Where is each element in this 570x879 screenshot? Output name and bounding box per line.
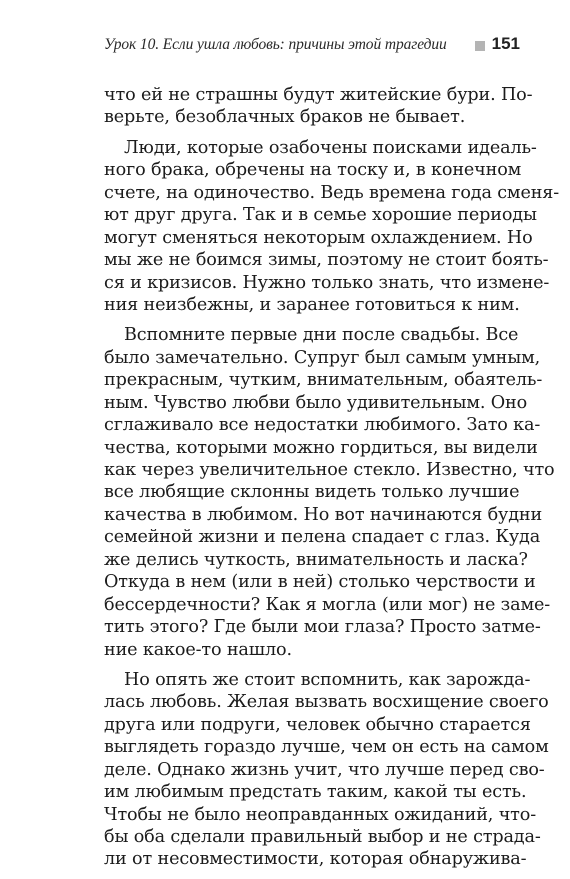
text-line: мы же не боимся зимы, поэтому не стоит боять- <box>104 250 549 271</box>
text-line: ного брака, обречены на тоску и, в конечном <box>104 160 522 181</box>
text-line: все любящие склонны видеть только лучшие <box>104 482 520 503</box>
text-line: ли от несовместимости, которая обнаружива- <box>104 849 527 870</box>
text-line: ным. Чувство любви было удивительным. Оно <box>104 392 528 413</box>
paragraph <box>104 669 549 871</box>
text-line: чества, которыми можно гордиться, вы видели <box>104 437 538 458</box>
text-line: было замечательно. Супруг был самым умным, <box>104 347 541 368</box>
text-line: Чтобы не было неоправданных ожиданий, что- <box>104 804 536 825</box>
text-line: друга или подруги, человек обычно старается <box>104 714 531 735</box>
text-line: семейной жизни и пелена спадает с глаз. Куда <box>104 527 541 548</box>
text-line: же делись чуткость, внимательность и ласка? <box>104 549 528 570</box>
text-line: Вспомните первые дни после свадьбы. Все <box>124 325 519 346</box>
text-line: лась любовь. Желая вызвать восхищение своего <box>104 692 549 713</box>
text-line: качества в любимом. Но вот начинаются будни <box>104 504 543 525</box>
page-header <box>104 36 520 58</box>
text-line: деле. Однако жизнь учит, что лучше перед сво- <box>104 759 545 780</box>
text-line: что ей не страшны будут житейские бури. По- <box>104 85 533 105</box>
text-line: ния неизбежны, и заранее готовиться к ним. <box>104 294 520 315</box>
text-line: как через увеличительное стекло. Известно, что <box>104 460 555 480</box>
text-line: бессердечности? Как я могла (или мог) не заме- <box>104 594 551 615</box>
text-line: им любимым предстать таким, какой ты есть. <box>104 782 527 803</box>
page-number: 151 <box>491 34 520 53</box>
text-line: тить этого? Где были мои глаза? Просто затме- <box>104 617 541 638</box>
text-line: счете, на одиночество. Ведь времена года сменя- <box>104 182 560 203</box>
text-line: ют друг друга. Так и в семье хорошие периоды <box>104 205 537 226</box>
paragraph <box>104 137 560 317</box>
body-text <box>104 84 560 879</box>
paragraph <box>104 324 555 661</box>
text-line: верьте, безоблачных браков не бывает. <box>104 107 466 128</box>
text-line: Люди, которые озабочены поисками идеаль- <box>124 137 537 158</box>
text-line: Но опять же стоит вспомнить, как зарожда- <box>124 669 531 690</box>
text-line: Откуда в нем (или в ней) столько черствости и <box>104 572 536 593</box>
text-line: ние какое-то нашло. <box>104 639 292 660</box>
text-line: могут сменяться некоторым охлаждением. Но <box>104 227 533 248</box>
text-line: сглаживало все недостатки любимого. Зато ка- <box>104 415 541 436</box>
header-square-marker <box>475 41 485 51</box>
text-line: прекрасным, чутким, внимательным, обаятель- <box>104 370 543 391</box>
paragraph <box>104 84 533 129</box>
text-line: выглядеть гораздо лучше, чем он есть на самом <box>104 737 549 758</box>
text-line: ся и кризисов. Нужно только знать, что измене- <box>104 272 550 293</box>
running-head-title: Урок 10. Если ушла любовь: причины этой трагедии <box>104 36 447 53</box>
text-line: бы оба сделали правильный выбор и не страда- <box>104 827 541 847</box>
